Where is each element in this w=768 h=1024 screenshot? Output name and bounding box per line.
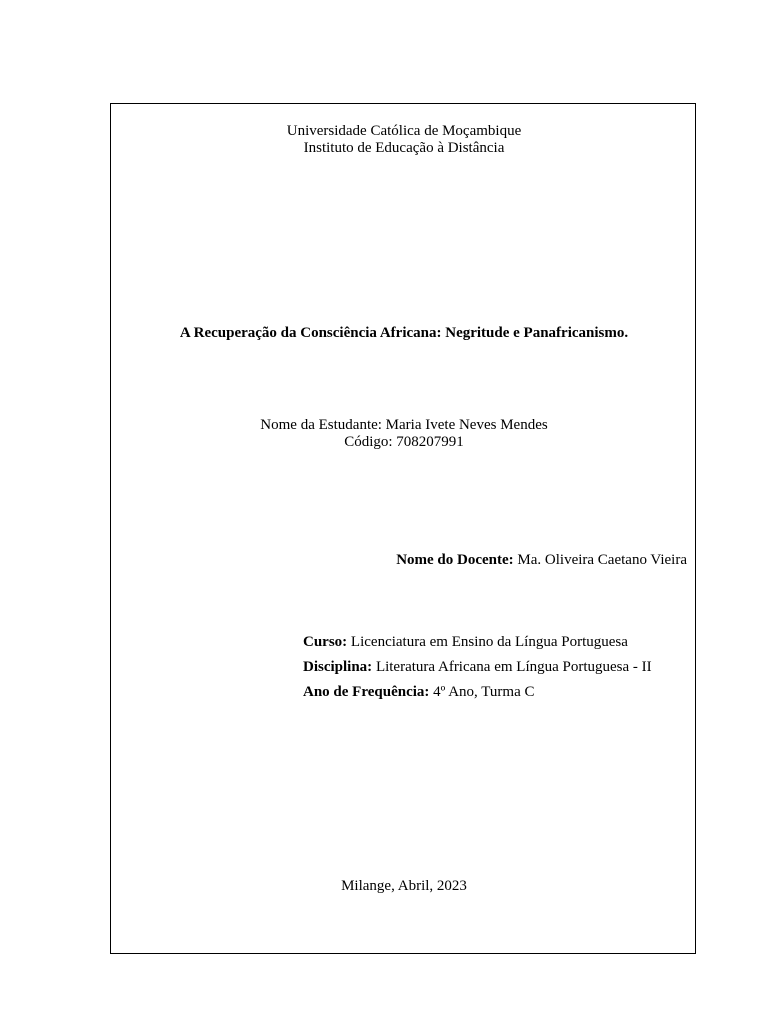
course-row xyxy=(303,634,652,659)
teacher-label: Nome do Docente: xyxy=(396,552,514,568)
course-details xyxy=(303,634,652,709)
year-label: Ano de Frequência: xyxy=(303,684,430,700)
document-page xyxy=(110,103,696,954)
student-code: Código: 708207991 xyxy=(344,434,464,450)
place-date: Milange, Abril, 2023 xyxy=(341,878,467,894)
student-name: Nome da Estudante: Maria Ivete Neves Mendes xyxy=(260,417,548,433)
year-row xyxy=(303,684,652,709)
discipline-row xyxy=(303,659,652,684)
teacher-line xyxy=(396,552,687,569)
institute-name: Instituto de Educação à Distância xyxy=(303,140,505,156)
student-info xyxy=(111,417,697,451)
institution-header xyxy=(111,123,697,157)
teacher-name: Ma. Oliveira Caetano Vieira xyxy=(517,552,687,568)
year-value: 4º Ano, Turma C xyxy=(433,684,535,700)
university-name: Universidade Católica de Moçambique xyxy=(286,123,522,139)
discipline-value: Literatura Africana em Língua Portuguesa - II xyxy=(375,659,652,675)
course-value: Licenciatura em Ensino da Língua Portuguesa xyxy=(350,634,628,650)
document-title: A Recuperação da Consciência Africana: Negritude e Panafricanismo. xyxy=(179,325,629,341)
course-label: Curso: xyxy=(303,634,348,650)
discipline-label: Disciplina: xyxy=(303,659,373,675)
